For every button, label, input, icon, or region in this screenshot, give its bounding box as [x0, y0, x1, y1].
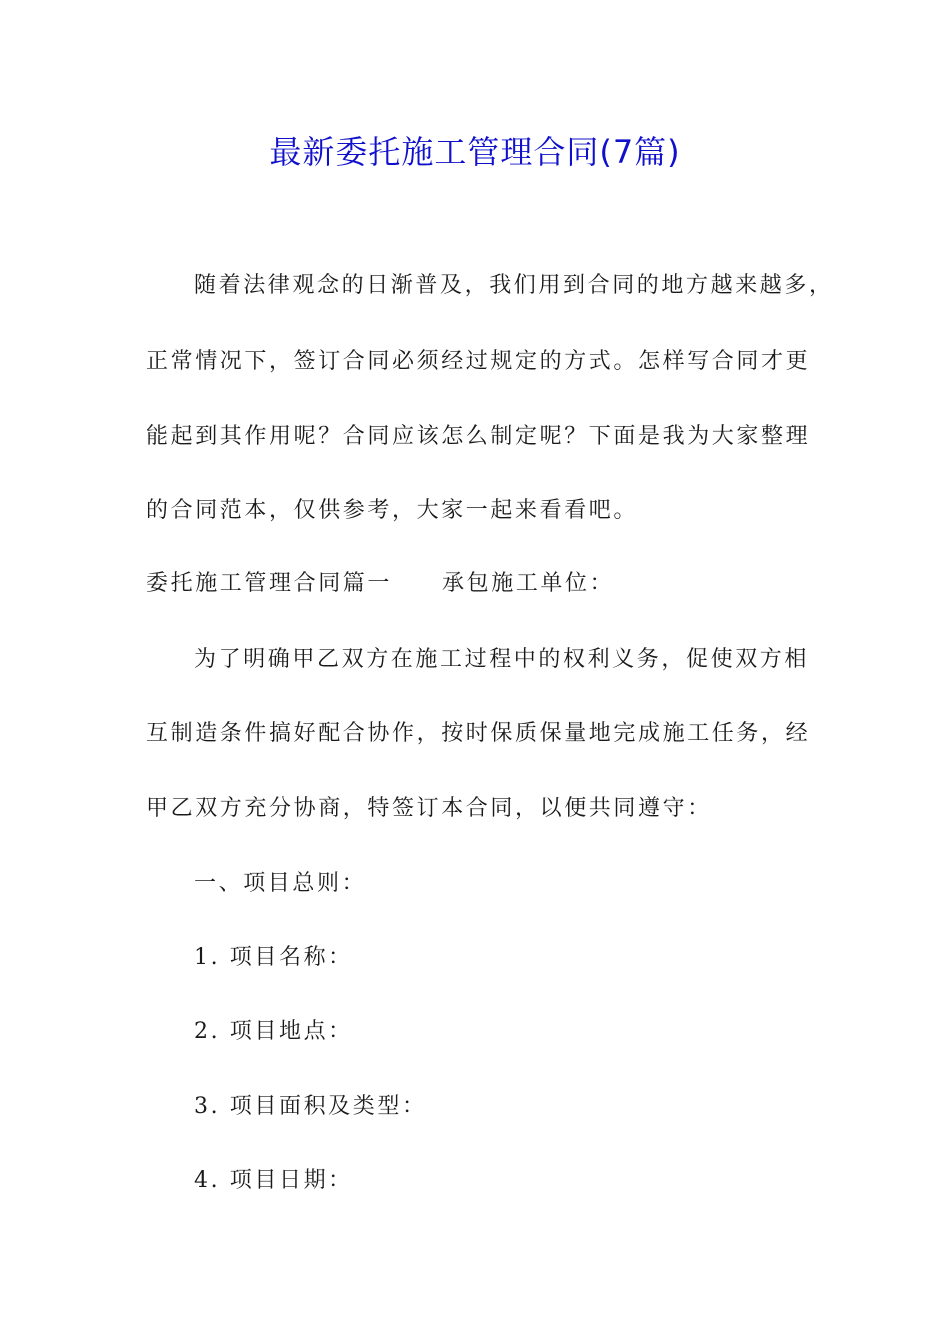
purpose-line-2: 互制造条件搞好配合协作，按时保质保量地完成施工任务，经 — [146, 721, 811, 746]
section-heading: 委托施工管理合同篇一 — [146, 571, 393, 596]
item-project-date: 4. 项目日期： — [194, 1168, 353, 1193]
purpose-line-1: 为了明确甲乙双方在施工过程中的权利义务，促使双方相 — [194, 647, 810, 672]
intro-line-2: 正常情况下，签订合同必须经过规定的方式。怎样写合同才更 — [146, 349, 811, 374]
item-project-name: 1. 项目名称： — [194, 945, 353, 970]
intro-line-4: 的合同范本，仅供参考，大家一起来看看吧。 — [146, 498, 639, 523]
section-heading-row — [146, 568, 614, 600]
item-project-area-type: 3. 项目面积及类型： — [194, 1094, 427, 1119]
contractor-label: 承包施工单位： — [442, 571, 615, 596]
purpose-line-3: 甲乙双方充分协商，特签订本合同，以便共同遵守： — [146, 796, 712, 821]
item-project-location: 2. 项目地点： — [194, 1019, 353, 1044]
chapter-heading: 一、项目总则： — [194, 871, 367, 896]
intro-line-1: 随着法律观念的日渐普及，我们用到合同的地方越来越多， — [194, 273, 834, 298]
document-title: 最新委托施工管理合同(7篇) — [269, 133, 681, 171]
intro-line-3: 能起到其作用呢？合同应该怎么制定呢？下面是我为大家整理 — [146, 424, 811, 449]
